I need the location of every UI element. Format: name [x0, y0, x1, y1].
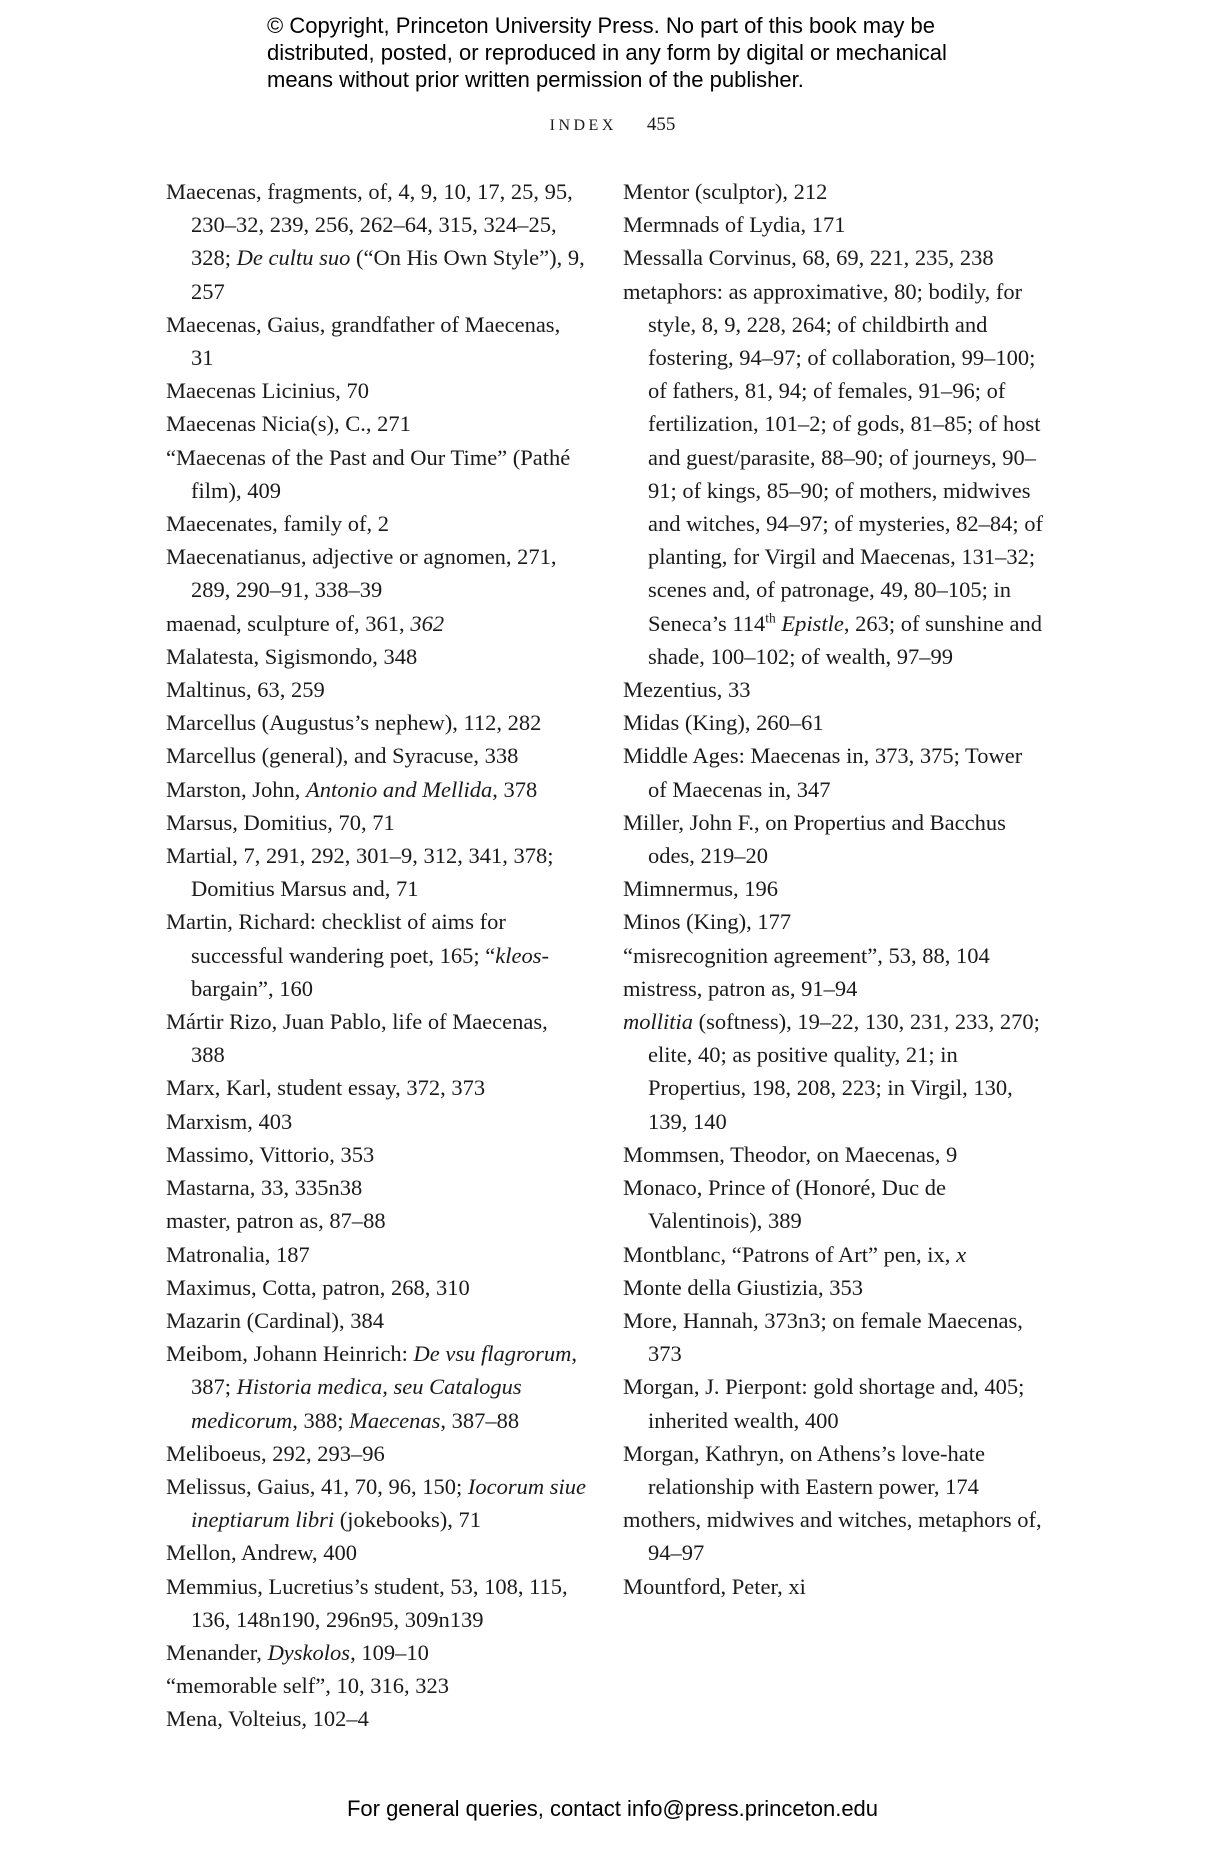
index-entry: Miller, John F., on Propertius and Bacchus odes, 219–20 — [623, 809, 1006, 869]
index-entry: Midas (King), 260–61 — [623, 710, 824, 736]
page-number: 455 — [646, 114, 676, 135]
index-entry: maenad, sculpture of, 361, 362 — [166, 610, 445, 636]
index-entry: Maecenatianus, adjective or agnomen, 271, 289, 290–91, 338–39 — [166, 544, 557, 603]
index-entry: Marston, John, Antonio and Mellida, 378 — [166, 776, 538, 802]
index-entry: Marcellus (general), and Syracuse, 338 — [166, 743, 519, 769]
index-entry: master, patron as, 87–88 — [166, 1208, 386, 1234]
index-entry: Marxism, 403 — [166, 1108, 293, 1134]
index-entry: Mentor (sculptor), 212 — [623, 179, 828, 204]
index-entry: Maecenates, family of, 2 — [166, 511, 390, 537]
index-entry: Massimo, Vittorio, 353 — [166, 1141, 375, 1167]
index-entry: Mastarna, 33, 335n38 — [166, 1175, 363, 1201]
footer-contact: For general queries, contact info@press.princeton.edu — [346, 1796, 879, 1821]
index-entry: Maecenas Licinius, 70 — [166, 378, 370, 404]
copyright-line: distributed, posted, or reproduced in any form by digital or mechanical — [267, 40, 947, 65]
copyright-line: means without prior written permission of the publisher. — [267, 67, 804, 92]
index-column-right — [623, 175, 1043, 1603]
index-entry: Morgan, J. Pierpont: gold shortage and, 405; inherited wealth, 400 — [623, 1374, 1025, 1433]
index-entry: Marcellus (Augustus’s nephew), 112, 282 — [166, 710, 542, 736]
index-entry: mollitia (softness), 19–22, 130, 231, 233, 270; elite, 40; as positive quality, 21; in Propertius, 198, 208, 223; in Virgil, 130, 139, 140 — [623, 1009, 1040, 1134]
index-entry: Malatesta, Sigismondo, 348 — [166, 643, 418, 669]
index-entry: Montblanc, “Patrons of Art” pen, ix, x — [623, 1241, 967, 1267]
index-entry: Marx, Karl, student essay, 372, 373 — [166, 1075, 486, 1101]
index-entry: Maecenas, fragments, of, 4, 9, 10, 17, 25, 95, 230–32, 239, 256, 262–64, 315, 324–25, 328; De cultu suo (“On His Own Style”), 9, 257 — [166, 179, 585, 304]
copyright-line: © Copyright, Princeton University Press. No part of this book may be — [267, 13, 935, 38]
index-entry: metaphors: as approximative, 80; bodily, for style, 8, 9, 228, 264; of childbirth and fostering, 94–97; of collaboration, 99–100; of fathers, 81, 94; of females, 91–96; of fertilization, 101–2; of gods, 81–85; of host and guest/parasite, 88–90; of journeys, 90–91; of kings, 85–90; of mothers, midwives and witches, 94–97; of mysteries, 82–84; of planting, for Virgil and Maecenas, 131–32; scenes and, of patronage, 49, 80–105; in Seneca’s 114th Epistle, 263; of sunshine and shade, 100–102; of wealth, 97–99 — [623, 278, 1043, 669]
index-entry: Mountford, Peter, xi — [623, 1573, 806, 1599]
index-entry: Memmius, Lucretius’s student, 53, 108, 115, 136, 148n190, 296n95, 309n139 — [166, 1573, 568, 1632]
index-entry: Minos (King), 177 — [623, 909, 792, 935]
index-entry: More, Hannah, 373n3; on female Maecenas, 373 — [623, 1307, 1023, 1367]
running-head-label: INDEX — [549, 117, 617, 134]
index-entry: Mena, Volteius, 102–4 — [166, 1706, 369, 1732]
index-entry: Maecenas, Gaius, grandfather of Maecenas, 31 — [166, 311, 561, 371]
index-entry: Mazarin (Cardinal), 384 — [166, 1307, 385, 1333]
index-entry: Mezentius, 33 — [623, 677, 751, 703]
index-entry: Mimnermus, 196 — [623, 876, 778, 902]
index-entry: Meliboeus, 292, 293–96 — [166, 1440, 385, 1466]
index-entry: Menander, Dyskolos, 109–10 — [166, 1639, 429, 1665]
index-entry: Mermnads of Lydia, 171 — [623, 212, 846, 238]
index-entry: Maltinus, 63, 259 — [166, 677, 325, 703]
index-entry: “Maecenas of the Past and Our Time” (Pathé film), 409 — [166, 444, 571, 503]
index-entry: mothers, midwives and witches, metaphors of, 94–97 — [623, 1507, 1042, 1566]
index-entry: Martial, 7, 291, 292, 301–9, 312, 341, 378; Domitius Marsus and, 71 — [166, 843, 554, 902]
index-entry: Marsus, Domitius, 70, 71 — [166, 809, 395, 835]
index-entry: Messalla Corvinus, 68, 69, 221, 235, 238 — [623, 245, 994, 271]
index-entry: Maecenas Nicia(s), C., 271 — [166, 411, 411, 437]
running-head — [0, 114, 1225, 136]
index-entry: Monte della Giustizia, 353 — [623, 1274, 863, 1300]
index-entry: Middle Ages: Maecenas in, 373, 375; Tower of Maecenas in, 347 — [623, 743, 1023, 802]
index-entry: Mártir Rizo, Juan Pablo, life of Maecenas, 388 — [166, 1009, 548, 1068]
index-entry: Melissus, Gaius, 41, 70, 96, 150; Iocorum siue ineptiarum libri (jokebooks), 71 — [166, 1473, 586, 1533]
index-entry: Morgan, Kathryn, on Athens’s love-hate relationship with Eastern power, 174 — [623, 1440, 986, 1499]
index-entry: Matronalia, 187 — [166, 1241, 310, 1267]
index-entry: Martin, Richard: checklist of aims for successful wandering poet, 165; “kleos-bargain”, 160 — [166, 909, 550, 1001]
index-entry: Mellon, Andrew, 400 — [166, 1540, 358, 1566]
index-entry: “memorable self”, 10, 316, 323 — [166, 1673, 450, 1699]
index-entry: Mommsen, Theodor, on Maecenas, 9 — [623, 1141, 958, 1167]
index-entry: “misrecognition agreement”, 53, 88, 104 — [623, 942, 990, 968]
index-entry: Monaco, Prince of (Honoré, Duc de Valentinois), 389 — [623, 1175, 947, 1234]
index-entry: Maximus, Cotta, patron, 268, 310 — [166, 1274, 470, 1300]
index-entry: Meibom, Johann Heinrich: De vsu flagrorum, 387; Historia medica, seu Catalogus medicorum, 388; Maecenas, 387–88 — [166, 1341, 578, 1433]
index-column-left — [166, 175, 586, 1736]
index-entry: mistress, patron as, 91–94 — [623, 975, 858, 1001]
copyright-notice — [267, 12, 1027, 93]
